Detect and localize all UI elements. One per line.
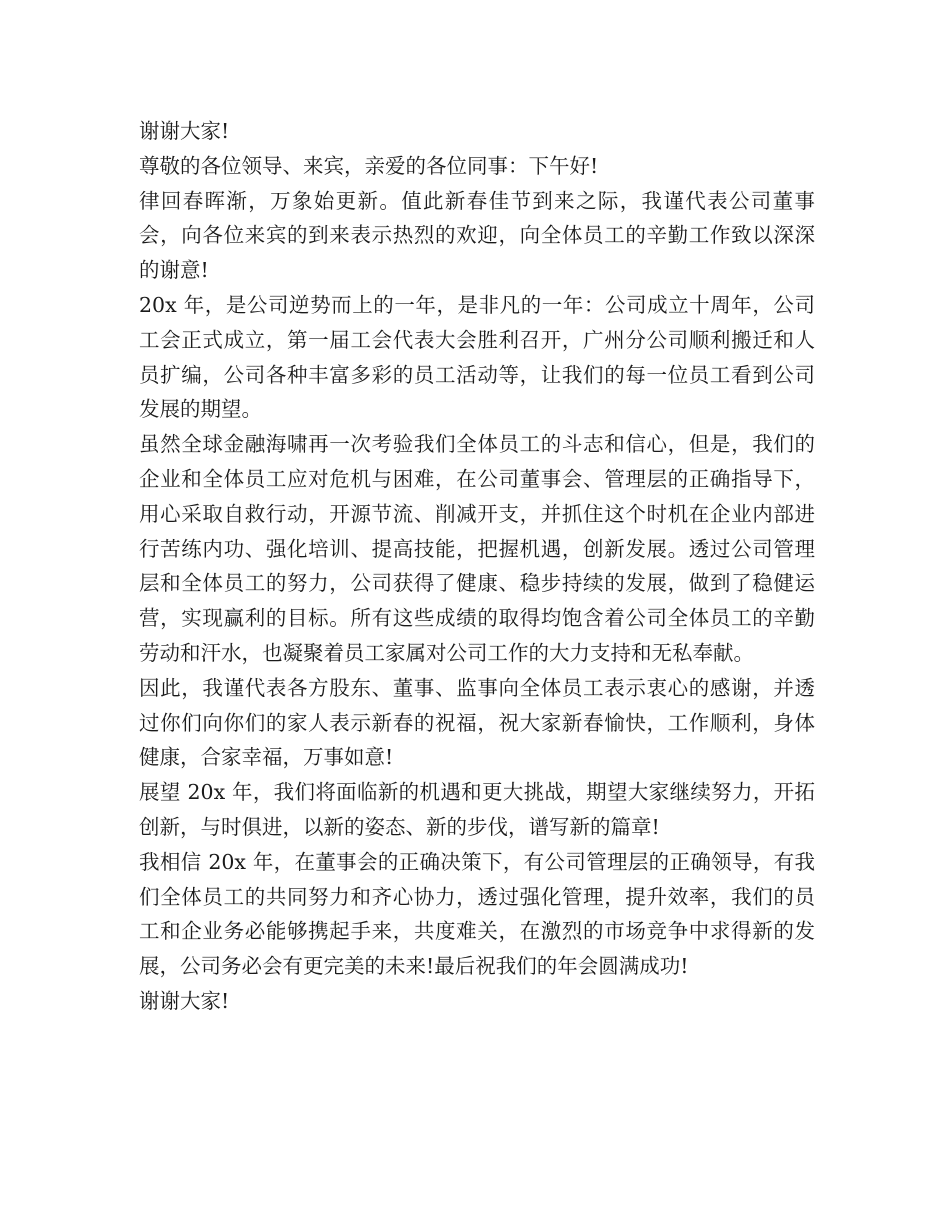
paragraph-opening: 律回春晖渐，万象始更新。值此新春佳节到来之际，我谨代表公司董事会，向各位来宾的到来表示热烈的欢迎，向全体员工的辛勤工作致以深深的谢意! [139, 188, 815, 283]
paragraph-achievements: 虽然全球金融海啸再一次考验我们全体员工的斗志和信心，但是，我们的企业和全体员工应对危机与困难，在公司董事会、管理层的正确指导下，用心采取自救行动，开源节流、削减开支，并抓住这个时机在企业内部进行苦练内功、强化培训、提高技能，把握机遇，创新发展。透过公司管理层和全体员工的努力，公司获得了健康、稳步持续的发展，做到了稳健运营，实现赢利的目标。所有这些成绩的取得均饱含着公司全体员工的辛勤劳动和汗水，也凝聚着员工家属对公司工作的大力支持和无私奉献。 [139, 432, 815, 665]
paragraph-confidence: 我相信 20x 年，在董事会的正确决策下，有公司管理层的正确领导，有我们全体员工的共同努力和齐心协力，透过强化管理，提升效率，我们的员工和企业务必能够携起手来，共度难关，在激烈的市场竞争中求得新的发展，公司务必会有更完美的未来!最后祝我们的年会圆满成功! [139, 849, 815, 979]
paragraph-year-review: 20x 年，是公司逆势而上的一年，是非凡的一年：公司成立十周年，公司工会正式成立，第一届工会代表大会胜利召开，广州分公司顺利搬迁和人员扩编，公司各种丰富多彩的员工活动等，让我们的每一位员工看到公司发展的期望。 [139, 292, 815, 422]
paragraph-thanks-top: 谢谢大家! [139, 119, 230, 143]
document-body [139, 114, 815, 1019]
paragraph-greeting: 尊敬的各位领导、来宾，亲爱的各位同事：下午好! [139, 153, 599, 178]
paragraph-outlook: 展望 20x 年，我们将面临新的机遇和更大挑战，期望大家继续努力，开拓创新，与时俱进，以新的姿态、新的步伐，谱写新的篇章! [139, 780, 815, 839]
paragraph-thanks-bottom: 谢谢大家! [139, 988, 230, 1013]
paragraph-gratitude: 因此，我谨代表各方股东、董事、监事向全体员工表示衷心的感谢，并透过你们向你们的家人表示新春的祝福，祝大家新春愉快，工作顺利，身体健康，合家幸福，万事如意! [139, 675, 815, 770]
